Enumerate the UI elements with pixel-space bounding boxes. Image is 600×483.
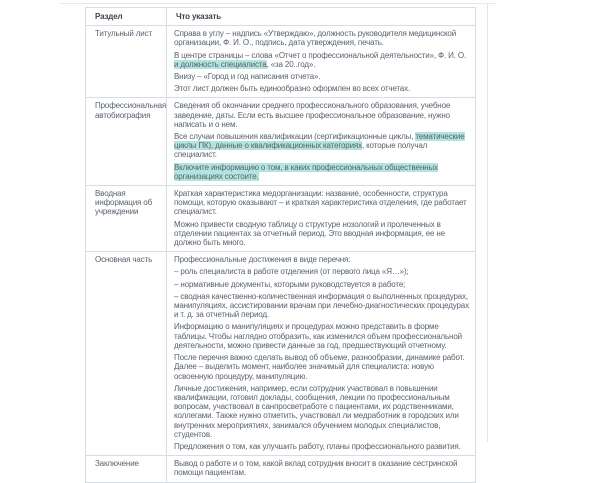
text-segment: Внизу – «Город и год написания отчета». <box>174 72 321 82</box>
section-cell: Основная часть <box>86 252 167 456</box>
text-segment: После перечня важно сделать вывод об объеме, разнообразии, динамике работ. Далее – выделить момент, наиболее значимый для специалиста: новую освоенную процедуру, манипуляцию. <box>174 353 465 381</box>
text-segment: , «за 20..год». <box>266 59 316 69</box>
paragraph <box>174 84 469 93</box>
paragraph <box>174 442 469 451</box>
paragraph <box>174 292 469 320</box>
section-cell: Титульный лист <box>86 26 167 98</box>
paragraph <box>174 220 469 248</box>
section-cell: Вводная информация об учреждении <box>86 186 167 252</box>
text-segment: Этот лист должен быть единообразно оформлен во всех отчетах. <box>174 84 411 94</box>
table-row <box>86 186 476 252</box>
paragraph <box>174 280 469 289</box>
section-cell: Заключение <box>86 456 167 482</box>
details-cell <box>167 26 476 98</box>
highlighted-text: и должность специалиста <box>174 59 267 69</box>
details-cell <box>167 456 476 482</box>
text-segment: Предложения о том, как улучшить работу, планы профессионального развития. <box>174 441 461 451</box>
paragraph <box>174 189 469 217</box>
paragraph <box>174 353 469 381</box>
paragraph <box>174 51 469 69</box>
text-segment: – нормативные документы, которыми руководствуется в работе; <box>174 279 406 289</box>
column-header-section: Раздел <box>86 8 167 26</box>
paragraph <box>174 459 469 477</box>
paragraph <box>174 163 469 181</box>
report-structure-table <box>85 7 476 483</box>
table-row <box>86 252 476 456</box>
table-body <box>86 26 476 482</box>
details-cell <box>167 98 476 186</box>
highlighted-text: Включите информацию о том, в каких профессиональных общественных организациях состоите. <box>174 162 438 181</box>
paragraph <box>174 384 469 439</box>
details-cell <box>167 252 476 456</box>
details-cell <box>167 186 476 252</box>
paragraph <box>174 29 469 47</box>
text-segment: , которые получал специалист. <box>174 141 428 160</box>
paragraph <box>174 132 469 160</box>
highlighted-text: тематические циклы ПК), данные о квалификационных категориях <box>174 132 465 151</box>
text-segment: Справа в углу – надпись «Утверждаю», должность руководителя медицинской организации, Ф. И. О., подпись, дата утверждения, печать. <box>174 29 457 48</box>
text-segment: Все случаи повышения квалификации (сертификационные циклы, <box>174 132 416 142</box>
text-segment: В центре страницы – слова «Отчет о профессиональной деятельности», Ф. И. О. <box>174 50 466 60</box>
paragraph <box>174 322 469 350</box>
header-row <box>86 8 476 26</box>
content-top-divider <box>60 3 497 4</box>
paragraph <box>174 72 469 81</box>
text-segment: Сведения об окончании среднего профессионального образования, учебное заведение, даты. Если есть высшее профессиональное образование, нужно написать и о нем. <box>174 101 451 129</box>
table-row <box>86 456 476 482</box>
text-segment: Краткая характеристика медорганизации: название, особенности, структура помощи, которую оказывают – и краткая характеристика отделения, где работает специалист. <box>174 189 467 217</box>
table-row <box>86 26 476 98</box>
text-segment: Вывод о работе и о том, какой вклад сотрудник вносит в оказание сестринской помощи пациентам. <box>174 459 458 478</box>
text-segment: Информацию о манипуляциях и процедурах можно представить в форме таблицы. Чтобы наглядно отобразить, как изменился объем профессиональной деятельности, можно привести данные за год, предшествующий отчетному. <box>174 322 462 350</box>
paragraph <box>174 101 469 129</box>
paragraph <box>174 267 469 276</box>
section-cell: Профессиональная автобиография <box>86 98 167 186</box>
content-right-divider <box>487 3 488 442</box>
text-segment: Можно привести сводную таблицу о структуре нозологий и пролеченных в отделении пациентах за отчетный период. Это вводная информация, ее не должно быть много. <box>174 219 445 248</box>
text-segment: Личные достижения, например, если сотрудник участвовал в повышении квалификации, готовил доклады, сообщения, лекции по профессиональным вопросам, участвовал в санпросветработе с пациентами, их родственниками, коллегами. Также нужно отметить, участвовал ли медработник в городских или внутренних мероприятиях, занимался обучением молодых специалистов, студентов. <box>174 383 459 439</box>
text-segment: Профессиональные достижения в виде перечня: <box>174 255 351 265</box>
text-segment: – сводная качественно-количественная информация о выполненных процедурах, манипуляциях, ассистировании врачам при лечебно-диагностических процедурах и т. д. за отчетный период. <box>174 291 469 320</box>
table-row <box>86 98 476 186</box>
paragraph <box>174 255 469 264</box>
table-header <box>86 8 476 26</box>
column-header-details: Что указать <box>167 8 476 26</box>
text-segment: – роль специалиста в работе отделения (от первого лица «Я…»); <box>174 267 409 277</box>
